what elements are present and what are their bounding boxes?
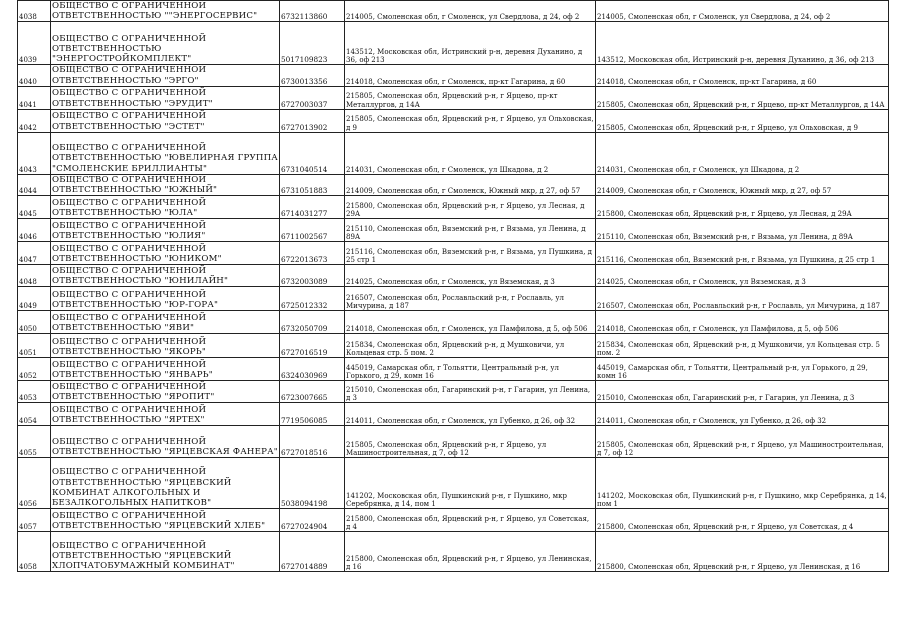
company-name: ОБЩЕСТВО С ОГРАНИЧЕННОЙ ОТВЕТСТВЕННОСТЬЮ "ЮР-ГОРА" (51, 287, 280, 311)
table-row (18, 509, 889, 532)
legal-address: 215834, Смоленская обл, Ярцевский р-н, д Мушковичи, ул Кольцевая стр. 5 пом. 2 (345, 334, 596, 358)
table-row (18, 311, 889, 334)
table-row (18, 381, 889, 403)
row-number: 4055 (18, 426, 51, 458)
row-number: 4052 (18, 358, 51, 381)
row-number: 4041 (18, 86, 51, 109)
company-name: ОБЩЕСТВО С ОГРАНИЧЕННОЙ ОТВЕТСТВЕННОСТЬЮ "ЯРЦЕВСКИЙ ХЛЕБ" (51, 509, 280, 532)
row-number: 4053 (18, 381, 51, 403)
actual-address: 143512, Московская обл, Истринский р-н, деревня Духанино, д 36, оф 213 (596, 22, 889, 65)
company-name: ОБЩЕСТВО С ОГРАНИЧЕННОЙ ОТВЕТСТВЕННОСТЬЮ ""ЭНЕРГОСЕРВИС" (51, 1, 280, 22)
company-name: ОБЩЕСТВО С ОГРАНИЧЕННОЙ ОТВЕТСТВЕННОСТЬЮ "ЮЛИЯ" (51, 219, 280, 242)
company-name: ОБЩЕСТВО С ОГРАНИЧЕННОЙ ОТВЕТСТВЕННОСТЬЮ "ЯРЦЕВСКАЯ ФАНЕРА" (51, 426, 280, 458)
table-row (18, 22, 889, 65)
row-number: 4057 (18, 509, 51, 532)
row-number: 4056 (18, 458, 51, 509)
actual-address: 215110, Смоленская обл, Вяземский р-н, г Вязьма, ул Ленина, д 89А (596, 219, 889, 242)
row-number: 4039 (18, 22, 51, 65)
inn-number: 7719506085 (280, 403, 345, 426)
inn-number: 6714031277 (280, 196, 345, 219)
row-number: 4058 (18, 532, 51, 572)
company-name: ОБЩЕСТВО С ОГРАНИЧЕННОЙ ОТВЕТСТВЕННОСТЬЮ "ЯКОРЬ" (51, 334, 280, 358)
actual-address: 214011, Смоленская обл, г Смоленск, ул Губенко, д 26, оф 32 (596, 403, 889, 426)
inn-number: 6324030969 (280, 358, 345, 381)
actual-address: 215010, Смоленская обл, Гагаринский р-н, г Гагарин, ул Ленина, д 3 (596, 381, 889, 403)
legal-address: 215800, Смоленская обл, Ярцевский р-н, г Ярцево, ул Ленинская, д 16 (345, 532, 596, 572)
legal-address: 214031, Смоленская обл, г Смоленск, ул Шкадова, д 2 (345, 132, 596, 174)
actual-address: 214025, Смоленская обл, г Смоленск, ул Вяземская, д 3 (596, 265, 889, 287)
legal-address: 141202, Московская обл, Пушкинский р-н, г Пушкино, мкр Серебрянка, д 14, пом 1 (345, 458, 596, 509)
company-name: ОБЩЕСТВО С ОГРАНИЧЕННОЙ ОТВЕТСТВЕННОСТЬЮ "ЮЖНЫЙ" (51, 174, 280, 195)
legal-address: 215800, Смоленская обл, Ярцевский р-н, г Ярцево, ул Лесная, д 29А (345, 196, 596, 219)
legal-address: 214005, Смоленская обл, г Смоленск, ул Свердлова, д 24, оф 2 (345, 1, 596, 22)
inn-number: 6727024904 (280, 509, 345, 532)
inn-number: 6731040514 (280, 132, 345, 174)
inn-number: 6731051883 (280, 174, 345, 195)
inn-number: 6727014889 (280, 532, 345, 572)
legal-address: 214025, Смоленская обл, г Смоленск, ул Вяземская, д 3 (345, 265, 596, 287)
row-number: 4042 (18, 109, 51, 132)
company-name: ОБЩЕСТВО С ОГРАНИЧЕННОЙ ОТВЕТСТВЕННОСТЬЮ "ЯРЦЕВСКИЙ КОМБИНАТ АЛКОГОЛЬНЫХ И БЕЗАЛКОГОЛЬНЫХ НАПИТКОВ" (51, 458, 280, 509)
inn-number: 6732113860 (280, 1, 345, 22)
row-number: 4050 (18, 311, 51, 334)
inn-number: 6727016519 (280, 334, 345, 358)
row-number: 4046 (18, 219, 51, 242)
table-row (18, 109, 889, 132)
inn-number: 6732050709 (280, 311, 345, 334)
table-row (18, 86, 889, 109)
actual-address: 141202, Московская обл, Пушкинский р-н, г Пушкино, мкр Серебрянка, д 14, пом 1 (596, 458, 889, 509)
inn-number: 6725012332 (280, 287, 345, 311)
table-row (18, 532, 889, 572)
table-row (18, 334, 889, 358)
row-number: 4051 (18, 334, 51, 358)
table-row (18, 242, 889, 265)
row-number: 4054 (18, 403, 51, 426)
row-number: 4043 (18, 132, 51, 174)
table-row (18, 358, 889, 381)
actual-address: 216507, Смоленская обл, Рославльский р-н, г Рославль, ул Мичурина, д 187 (596, 287, 889, 311)
legal-address: 214018, Смоленская обл, г Смоленск, ул Памфилова, д 5, оф 506 (345, 311, 596, 334)
company-name: ОБЩЕСТВО С ОГРАНИЧЕННОЙ ОТВЕТСТВЕННОСТЬЮ "ЯВИ" (51, 311, 280, 334)
company-name: ОБЩЕСТВО С ОГРАНИЧЕННОЙ ОТВЕТСТВЕННОСТЬЮ "ЮЛА" (51, 196, 280, 219)
legal-address: 215116, Смоленская обл, Вяземский р-н, г Вязьма, ул Пушкина, д 25 стр 1 (345, 242, 596, 265)
row-number: 4049 (18, 287, 51, 311)
legal-address: 143512, Московская обл, Истринский р-н, деревня Духанино, д 36, оф 213 (345, 22, 596, 65)
actual-address: 215805, Смоленская обл, Ярцевский р-н, г Ярцево, ул Машиностроительная, д 7, оф 12 (596, 426, 889, 458)
company-name: ОБЩЕСТВО С ОГРАНИЧЕННОЙ ОТВЕТСТВЕННОСТЬЮ "ЮНИЛАЙН" (51, 265, 280, 287)
actual-address: 214009, Смоленская обл, г Смоленск, Южный мкр, д 27, оф 57 (596, 174, 889, 195)
table-row (18, 458, 889, 509)
company-name: ОБЩЕСТВО С ОГРАНИЧЕННОЙ ОТВЕТСТВЕННОСТЬЮ "ЭСТЕТ" (51, 109, 280, 132)
actual-address: 215800, Смоленская обл, Ярцевский р-н, г Ярцево, ул Лесная, д 29А (596, 196, 889, 219)
company-name: ОБЩЕСТВО С ОГРАНИЧЕННОЙ ОТВЕТСТВЕННОСТЬЮ "ЭНЕРГОСТРОЙКОМПЛЕКТ" (51, 22, 280, 65)
table-row (18, 403, 889, 426)
row-number: 4044 (18, 174, 51, 195)
row-number: 4045 (18, 196, 51, 219)
actual-address: 215116, Смоленская обл, Вяземский р-н, г Вязьма, ул Пушкина, д 25 стр 1 (596, 242, 889, 265)
inn-number: 6730013356 (280, 65, 345, 86)
row-number: 4047 (18, 242, 51, 265)
actual-address: 214018, Смоленская обл, г Смоленск, пр-кт Гагарина, д 60 (596, 65, 889, 86)
table-row (18, 1, 889, 22)
legal-address: 445019, Самарская обл, г Тольятти, Центральный р-н, ул Горького, д 29, комн 16 (345, 358, 596, 381)
inn-number: 5038094198 (280, 458, 345, 509)
legal-address: 215805, Смоленская обл, Ярцевский р-н, г Ярцево, ул Ольховская, д 9 (345, 109, 596, 132)
company-name: ОБЩЕСТВО С ОГРАНИЧЕННОЙ ОТВЕТСТВЕННОСТЬЮ "ЯРТЕХ" (51, 403, 280, 426)
table-row (18, 174, 889, 195)
company-name: ОБЩЕСТВО С ОГРАНИЧЕННОЙ ОТВЕТСТВЕННОСТЬЮ "ЭРУДИТ" (51, 86, 280, 109)
actual-address: 445019, Самарская обл, г Тольятти, Центральный р-н, ул Горького, д 29, комн 16 (596, 358, 889, 381)
table-row (18, 196, 889, 219)
company-name: ОБЩЕСТВО С ОГРАНИЧЕННОЙ ОТВЕТСТВЕННОСТЬЮ "ЯРЦЕВСКИЙ ХЛОПЧАТОБУМАЖНЫЙ КОМБИНАТ" (51, 532, 280, 572)
legal-address: 215010, Смоленская обл, Гагаринский р-н, г Гагарин, ул Ленина, д 3 (345, 381, 596, 403)
inn-number: 6723007665 (280, 381, 345, 403)
legal-address: 215110, Смоленская обл, Вяземский р-н, г Вязьма, ул Ленина, д 89А (345, 219, 596, 242)
registry-table (17, 0, 889, 572)
table-row (18, 287, 889, 311)
legal-address: 215805, Смоленская обл, Ярцевский р-н, г Ярцево, ул Машиностроительная, д 7, оф 12 (345, 426, 596, 458)
legal-address: 214018, Смоленская обл, г Смоленск, пр-кт Гагарина, д 60 (345, 65, 596, 86)
inn-number: 6732003089 (280, 265, 345, 287)
table-row (18, 132, 889, 174)
registry-table-body (18, 1, 889, 572)
company-name: ОБЩЕСТВО С ОГРАНИЧЕННОЙ ОТВЕТСТВЕННОСТЬЮ "ЮВЕЛИРНАЯ ГРУППА "СМОЛЕНСКИЕ БРИЛЛИАНТЫ" (51, 132, 280, 174)
legal-address: 216507, Смоленская обл, Рославльский р-н, г Рославль, ул Мичурина, д 187 (345, 287, 596, 311)
actual-address: 214018, Смоленская обл, г Смоленск, ул Памфилова, д 5, оф 506 (596, 311, 889, 334)
company-name: ОБЩЕСТВО С ОГРАНИЧЕННОЙ ОТВЕТСТВЕННОСТЬЮ "ЯНВАРЬ" (51, 358, 280, 381)
inn-number: 5017109823 (280, 22, 345, 65)
inn-number: 6711002567 (280, 219, 345, 242)
table-row (18, 265, 889, 287)
actual-address: 214005, Смоленская обл, г Смоленск, ул Свердлова, д 24, оф 2 (596, 1, 889, 22)
row-number: 4040 (18, 65, 51, 86)
actual-address: 215800, Смоленская обл, Ярцевский р-н, г Ярцево, ул Советская, д 4 (596, 509, 889, 532)
actual-address: 215805, Смоленская обл, Ярцевский р-н, г Ярцево, пр-кт Металлургов, д 14А (596, 86, 889, 109)
legal-address: 215800, Смоленская обл, Ярцевский р-н, г Ярцево, ул Советская, д 4 (345, 509, 596, 532)
inn-number: 6722013673 (280, 242, 345, 265)
inn-number: 6727018516 (280, 426, 345, 458)
company-name: ОБЩЕСТВО С ОГРАНИЧЕННОЙ ОТВЕТСТВЕННОСТЬЮ "ЭРГО" (51, 65, 280, 86)
inn-number: 6727003037 (280, 86, 345, 109)
actual-address: 214031, Смоленская обл, г Смоленск, ул Шкадова, д 2 (596, 132, 889, 174)
actual-address: 215800, Смоленская обл, Ярцевский р-н, г Ярцево, ул Ленинская, д 16 (596, 532, 889, 572)
row-number: 4038 (18, 1, 51, 22)
row-number: 4048 (18, 265, 51, 287)
legal-address: 214011, Смоленская обл, г Смоленск, ул Губенко, д 26, оф 32 (345, 403, 596, 426)
legal-address: 214009, Смоленская обл, г Смоленск, Южный мкр, д 27, оф 57 (345, 174, 596, 195)
actual-address: 215834, Смоленская обл, Ярцевский р-н, д Мушковичи, ул Кольцевая стр. 5 пом. 2 (596, 334, 889, 358)
inn-number: 6727013902 (280, 109, 345, 132)
legal-address: 215805, Смоленская обл, Ярцевский р-н, г Ярцево, пр-кт Металлургов, д 14А (345, 86, 596, 109)
table-row (18, 219, 889, 242)
actual-address: 215805, Смоленская обл, Ярцевский р-н, г Ярцево, ул Ольховская, д 9 (596, 109, 889, 132)
company-name: ОБЩЕСТВО С ОГРАНИЧЕННОЙ ОТВЕТСТВЕННОСТЬЮ "ЯРОПИТ" (51, 381, 280, 403)
company-name: ОБЩЕСТВО С ОГРАНИЧЕННОЙ ОТВЕТСТВЕННОСТЬЮ "ЮНИКОМ" (51, 242, 280, 265)
table-row (18, 65, 889, 86)
table-row (18, 426, 889, 458)
